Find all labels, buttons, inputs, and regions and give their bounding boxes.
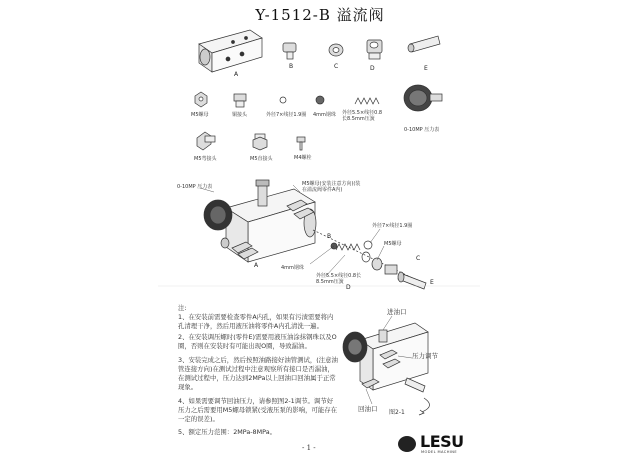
label-plug: 铜接头: [232, 112, 248, 118]
asm-label-nut-note: M5螺母(安装注意方向)(装在溢流阀零件A内): [302, 181, 361, 193]
screw-shape: [297, 137, 305, 150]
label-m5-adapter: M5直接头: [250, 156, 273, 162]
asm-label-spring: 外径5.5×线径0.8长8.5mm压簧: [316, 273, 362, 285]
part-a-block: [199, 30, 262, 72]
label-m5-elbow: M5弯接头: [194, 156, 217, 162]
plug-shape: [234, 94, 246, 107]
note-2: 2、在安装调压螺时(零件E)需要用液压油涂抹钢珠以及O圈，否则在安装时有可能出现O圈，导致漏油。: [178, 333, 337, 350]
note-3: 3、安装完成之后，然后按照油路接好油管测试，(注意油管连接方向)在测试过程中注意观察所有接口是否漏油，在测试过程中，压力达到2MPa以上回油口回油属于正常现象。: [178, 356, 338, 391]
m5-adapter-shape: [253, 134, 267, 150]
oring-shape: [280, 97, 286, 103]
part-letter-a: A: [234, 71, 239, 78]
asm-letter-e: E: [430, 279, 434, 286]
part-letter-c: C: [334, 63, 339, 70]
page-title: Y-1512-B 溢流阀: [255, 6, 385, 24]
assembly-fitting-top: [256, 180, 269, 206]
label-ball: 4mm钢珠: [313, 112, 336, 118]
label-knob: 0-10MP 压力表: [404, 127, 440, 133]
brand-logo-sub: MODEL MACHINE: [421, 450, 458, 454]
asm-letter-a: A: [254, 262, 259, 269]
part-b-plug: [283, 43, 296, 59]
asm-label-m5nut: M5螺母: [384, 241, 402, 247]
asm-letter-b: B: [327, 233, 332, 240]
asm-letter-c: C: [416, 255, 421, 262]
lion-logo-icon: [398, 436, 416, 452]
asm-label-gauge: 0-10MP 压力表: [177, 184, 213, 190]
spring-shape: [355, 98, 379, 104]
note-5: 5、额定压力范围：2MPa-8MPa。: [178, 428, 277, 436]
label-screw: M4螺栓: [294, 155, 312, 161]
part-d-fitting: [367, 40, 382, 59]
note-4: 4、如果需要调节回油压力，请参照图2-1调节。调节好压力之后需要用M5螺母锁紧(受液压泵的影响，可能存在一定的误差)。: [178, 397, 338, 423]
brand-logo: LESU: [420, 432, 464, 451]
diagram-2-1: [343, 316, 430, 415]
m5-nut-shape: [195, 92, 207, 107]
asm-label-oring: 外径7×线径1.9圈: [372, 223, 413, 229]
page-number: - 1 -: [302, 444, 316, 452]
knob-shape: [404, 85, 442, 111]
part-e-screw: [408, 36, 440, 52]
fig-label-inlet: 进油口: [387, 308, 407, 316]
label-oring: 外径7×线径1.9圈: [266, 112, 307, 118]
part-letter-b: B: [289, 63, 294, 70]
fig-label-pressure: 压力调节: [412, 352, 438, 360]
fig-label-number: 图2-1: [389, 409, 405, 416]
part-letter-d: D: [370, 65, 375, 72]
notes-heading: 注:: [178, 304, 187, 312]
part-c-nut: [329, 44, 343, 56]
m5-elbow-shape: [197, 132, 215, 150]
asm-label-ball: 4mm钢珠: [281, 265, 304, 271]
fig-label-return: 回油口: [358, 405, 378, 413]
note-1: 1、在安装前需要检查零件A内孔，如果有污渍需要将内孔清理干净，然后用液压油将零件A内孔清洗一遍。: [178, 313, 334, 330]
ball-shape: [316, 96, 324, 104]
label-spring: 外径5.5×线径0.8 长8.5mm压簧: [342, 110, 383, 122]
label-m5-nut: M5螺母: [191, 112, 209, 118]
part-letter-e: E: [424, 65, 428, 72]
assembly-gauge: [204, 200, 232, 230]
asm-letter-d: D: [346, 284, 351, 291]
